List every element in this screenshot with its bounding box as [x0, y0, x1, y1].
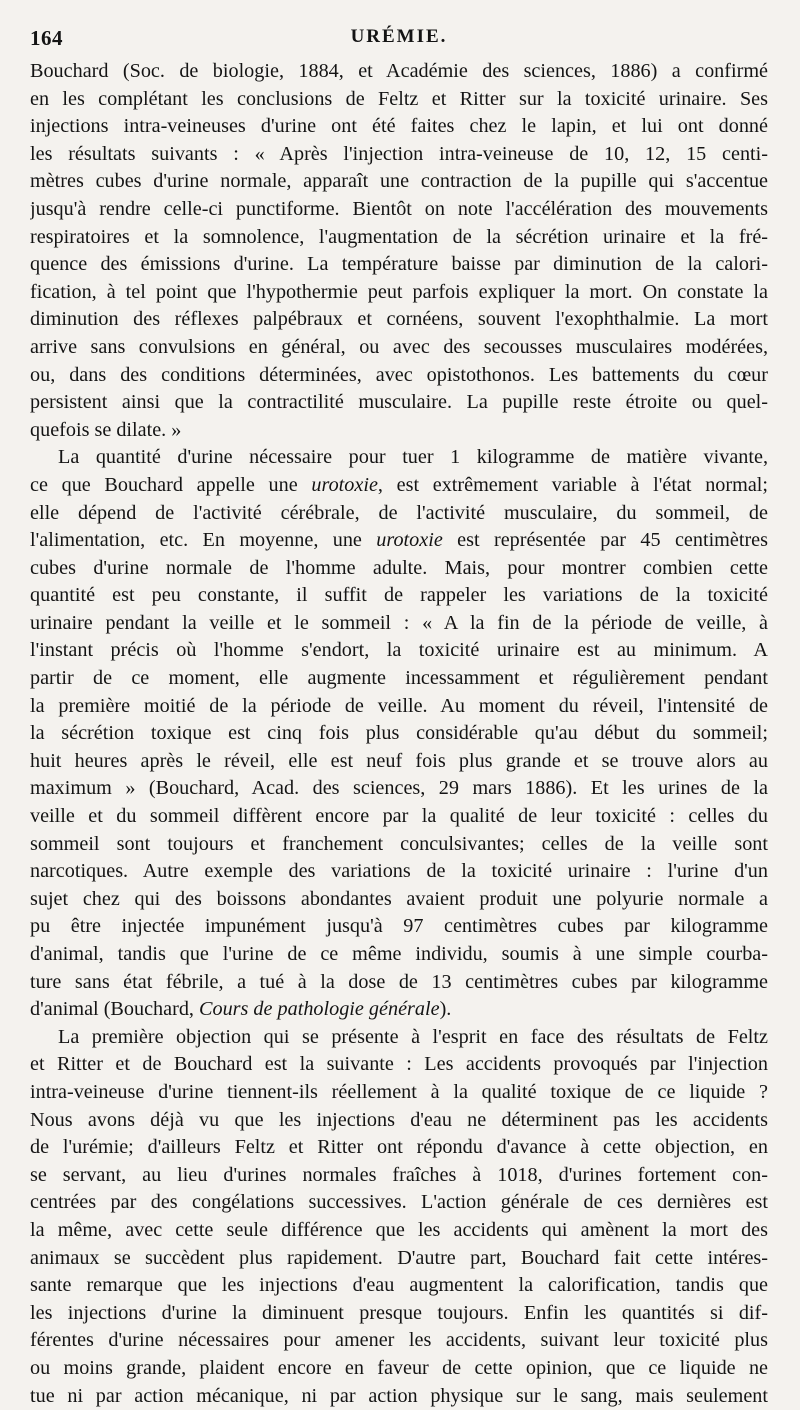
running-title: URÉMIE. [30, 26, 768, 48]
text-line: arrive sans convulsions en général, ou avec des secousses musculaires modérées, [30, 334, 768, 362]
text-line: animaux se succèdent plus rapidement. D'autre part, Bouchard fait cette intéres- [30, 1245, 768, 1273]
text-line: respiratoires et la somnolence, l'augmentation de la sécrétion urinaire et la fré- [30, 224, 768, 252]
text-line: mètres cubes d'urine normale, apparaît une contraction de la pupille qui s'accentue [30, 168, 768, 196]
text-line: quefois se dilate. » [30, 417, 768, 445]
text-line: La première objection qui se présente à l'esprit en face des résultats de Feltz [30, 1024, 768, 1052]
text-line: persistent ainsi que la contractilité musculaire. La pupille reste étroite ou quel- [30, 389, 768, 417]
text-line: et Ritter et de Bouchard est la suivante : Les accidents provoqués par l'injection [30, 1051, 768, 1079]
page-number: 164 [30, 26, 63, 51]
text-line: La quantité d'urine nécessaire pour tuer 1 kilogramme de matière vivante, [30, 444, 768, 472]
text-line: intra-veineuse d'urine tiennent-ils réellement à la qualité toxique de ce liquide ? [30, 1079, 768, 1107]
body-text [30, 58, 768, 1410]
italic-term: urotoxie [376, 529, 443, 551]
italic-term: urotoxie [311, 474, 378, 496]
text-line: maximum » (Bouchard, Acad. des sciences, 29 mars 1886). Et les urines de la [30, 775, 768, 803]
text-line: les injections d'urine la diminuent presque toujours. Enfin les quantités si dif- [30, 1300, 768, 1328]
text-line: se servant, au lieu d'urines normales fraîches à 1018, d'urines fortement con- [30, 1162, 768, 1190]
text-line: diminution des réflexes palpébraux et cornéens, souvent l'exophthalmie. La mort [30, 306, 768, 334]
text-line: sante remarque que les injections d'eau augmentent la calorification, tandis que [30, 1272, 768, 1300]
text-line: ture sans état fébrile, a tué à la dose de 13 centimètres cubes par kilogramme [30, 969, 768, 997]
paragraph [30, 444, 768, 1023]
text-line: quence des émissions d'urine. La température baisse par diminution de la calori- [30, 251, 768, 279]
text-line: férentes d'urine nécessaires pour amener les accidents, suivant leur toxicité plus [30, 1327, 768, 1355]
text-line: Nous avons déjà vu que les injections d'eau ne déterminent pas les accidents [30, 1107, 768, 1135]
paragraph [30, 1024, 768, 1410]
text-line: veille et du sommeil diffèrent encore par la qualité de leur toxicité : celles du [30, 803, 768, 831]
text-line: centrées par des congélations successives. L'action générale de ces dernières est [30, 1189, 768, 1217]
text-line: pu être injectée impunément jusqu'à 97 centimètres cubes par kilogramme [30, 913, 768, 941]
text-line: injections intra-veineuses d'urine ont été faites chez le lapin, et lui ont donné [30, 113, 768, 141]
text-line: Bouchard (Soc. de biologie, 1884, et Académie des sciences, 1886) a confirmé [30, 58, 768, 86]
paragraph [30, 58, 768, 444]
text-line: ou moins grande, plaident encore en faveur de cette opinion, que ce liquide ne [30, 1355, 768, 1383]
text-line: cubes d'urine normale de l'homme adulte. Mais, pour montrer combien cette [30, 555, 768, 583]
text-line: huit heures après le réveil, elle est neuf fois plus grande et se trouve alors au [30, 748, 768, 776]
text-line: elle dépend de l'activité cérébrale, de l'activité musculaire, du sommeil, de [30, 500, 768, 528]
running-header [30, 20, 768, 50]
text-line: la même, avec cette seule différence que les accidents qui amènent la mort des [30, 1217, 768, 1245]
text-line: l'alimentation, etc. En moyenne, une urotoxie est représentée par 45 centimètres [30, 527, 768, 555]
italic-term: Cours de pathologie générale [199, 998, 440, 1020]
text-line: narcotiques. Autre exemple des variations de la toxicité urinaire : l'urine d'un [30, 858, 768, 886]
text-line: les résultats suivants : « Après l'injection intra-veineuse de 10, 12, 15 centi- [30, 141, 768, 169]
text-line: la première moitié de la période de veille. Au moment du réveil, l'intensité de [30, 693, 768, 721]
text-line: tue ni par action mécanique, ni par action physique sur le sang, mais seulement [30, 1383, 768, 1410]
text-line: jusqu'à rendre celle-ci punctiforme. Bientôt on note l'accélération des mouvements [30, 196, 768, 224]
text-line: d'animal, tandis que l'urine de ce même individu, soumis à une simple courba- [30, 941, 768, 969]
text-line: sujet chez qui des boissons abondantes avaient produit une polyurie normale a [30, 886, 768, 914]
text-line: ou, dans des conditions déterminées, avec opistothonos. Les battements du cœur [30, 362, 768, 390]
text-line: urinaire pendant la veille et le sommeil : « A la fin de la période de veille, à [30, 610, 768, 638]
text-line: partir de ce moment, elle augmente incessamment et régulièrement pendant [30, 665, 768, 693]
text-line: de l'urémie; d'ailleurs Feltz et Ritter ont répondu d'avance à cette objection, en [30, 1134, 768, 1162]
text-line: d'animal (Bouchard, Cours de pathologie générale). [30, 996, 768, 1024]
text-line: sommeil sont toujours et franchement conculsivantes; celles de la veille sont [30, 831, 768, 859]
text-line: quantité est peu constante, il suffit de rappeler les variations de la toxicité [30, 582, 768, 610]
text-line: l'instant précis où l'homme s'endort, la toxicité urinaire est au minimum. A [30, 637, 768, 665]
text-line: ce que Bouchard appelle une urotoxie, est extrêmement variable à l'état normal; [30, 472, 768, 500]
text-line: la sécrétion toxique est cinq fois plus considérable qu'au début du sommeil; [30, 720, 768, 748]
text-line: fication, à tel point que l'hypothermie peut parfois expliquer la mort. On constate la [30, 279, 768, 307]
text-line: en les complétant les conclusions de Feltz et Ritter sur la toxicité urinaire. Ses [30, 86, 768, 114]
